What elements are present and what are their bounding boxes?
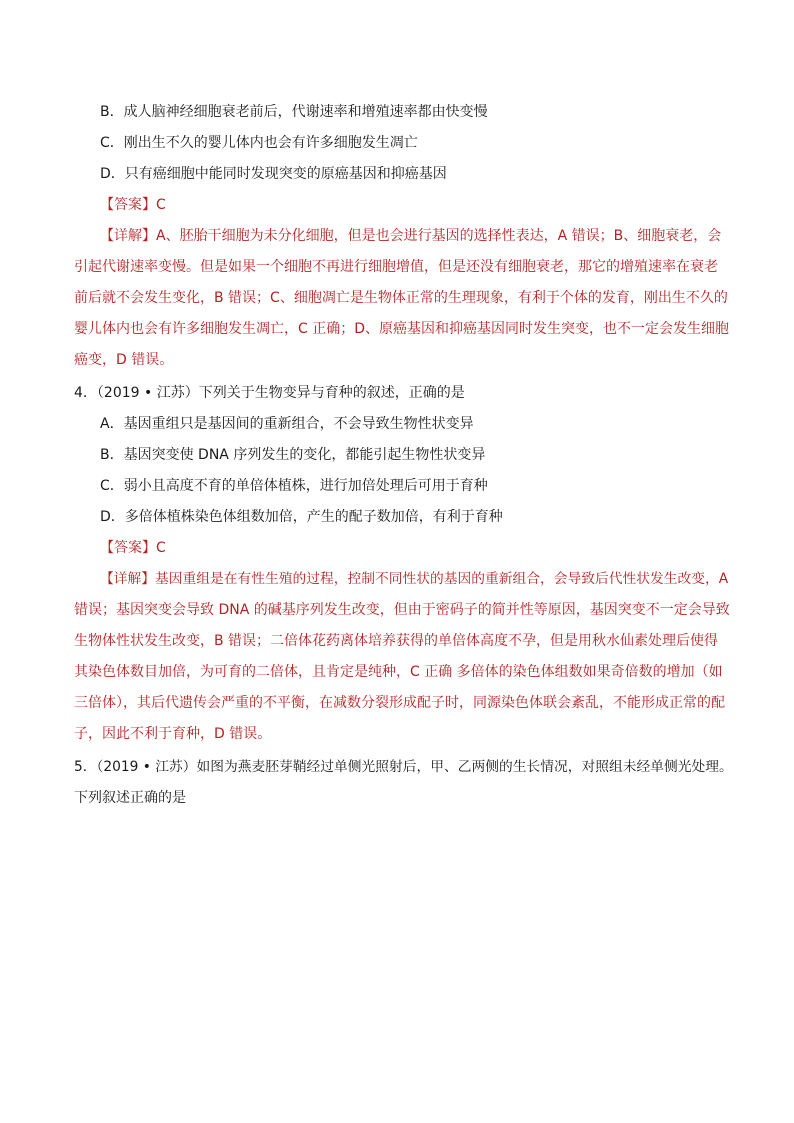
q4-explain-text-1: 基因重组是在有性生殖的过程，控制不同性状的基因的重新组合，会导致后代性状发生改变，A	[155, 571, 729, 587]
q4-explain-line-5: 三倍体），其后代遗传会严重的不平衡，在减数分裂形成配子时，同源染色体联会紊乱，不能形成正常的配	[74, 695, 725, 711]
q3-option-d: D．只有癌细胞中能同时发现突变的原癌基因和抑癌基因	[100, 166, 447, 182]
q3-option-c: C．刚出生不久的婴儿体内也会有许多细胞发生凋亡	[100, 135, 418, 151]
q4-answer-value: C	[156, 540, 166, 556]
q4-option-b: B．基因突变使 DNA 序列发生的变化，都能引起生物性状变异	[100, 447, 486, 463]
q4-explain-line-3: 生物体性状发生改变，B 错误；二倍体花药离体培养获得的单倍体高度不孕，但是用秋水仙素处理后使得	[74, 633, 719, 649]
q4-explain-line-6: 子，因此不利于育种，D 错误。	[74, 726, 272, 742]
q3-explain-line-3: 前后就不会发生变化，B 错误；C、细胞凋亡是生物体正常的生理现象，有利于个体的发育，刚出生不久的	[74, 290, 728, 306]
q4-explain-line-1	[100, 569, 728, 589]
q3-explain-text-1: A、胚胎干细胞为未分化细胞，但是也会进行基因的选择性表达，A 错误；B、细胞衰老，会	[156, 228, 722, 244]
q4-explain-label: 【详解】	[100, 571, 156, 587]
q4-answer-label: 【答案】	[100, 540, 156, 556]
q4-answer	[100, 538, 166, 558]
q3-answer-value: C	[156, 197, 166, 213]
q3-explain-line-5: 癌变，D 错误。	[74, 352, 174, 368]
q3-answer	[100, 195, 166, 215]
q4-stem: 4．（2019 • 江苏）下列关于生物变异与育种的叙述，正确的是	[74, 385, 465, 401]
q3-explain-line-1	[100, 226, 721, 246]
q5-stem-line-1: 5．（2019 • 江苏）如图为燕麦胚芽鞘经过单侧光照射后，甲、乙两侧的生长情况，对照组未经单侧光处理。	[74, 759, 733, 775]
q5-stem-line-2: 下列叙述正确的是	[74, 790, 186, 806]
q4-option-d: D．多倍体植株染色体组数加倍，产生的配子数加倍，有利于育种	[100, 509, 503, 525]
q3-option-b: B．成人脑神经细胞衰老前后，代谢速率和增殖速率都由快变慢	[100, 104, 488, 120]
q3-explain-line-4: 婴儿体内也会有许多细胞发生凋亡，C 正确；D、原癌基因和抑癌基因同时发生突变，也不一定会发生细胞	[74, 321, 730, 337]
q4-option-a: A．基因重组只是基因间的重新组合，不会导致生物性状变异	[100, 416, 474, 432]
q3-answer-label: 【答案】	[100, 197, 156, 213]
q4-explain-line-4: 其染色体数目加倍，为可育的二倍体，且肯定是纯种，C 正确 多倍体的染色体组数如果奇倍数的增加（如	[74, 664, 723, 680]
q3-explain-line-2: 引起代谢速率变慢。但是如果一个细胞不再进行细胞增值，但是还没有细胞衰老，那它的增殖速率在衰老	[74, 259, 718, 275]
q4-option-c: C．弱小且高度不育的单倍体植株，进行加倍处理后可用于育种	[100, 478, 488, 494]
q3-explain-label: 【详解】	[100, 228, 156, 244]
q4-explain-line-2: 错误；基因突变会导致 DNA 的碱基序列发生改变，但由于密码子的简并性等原因，基因突变不一定会导致	[74, 602, 730, 618]
